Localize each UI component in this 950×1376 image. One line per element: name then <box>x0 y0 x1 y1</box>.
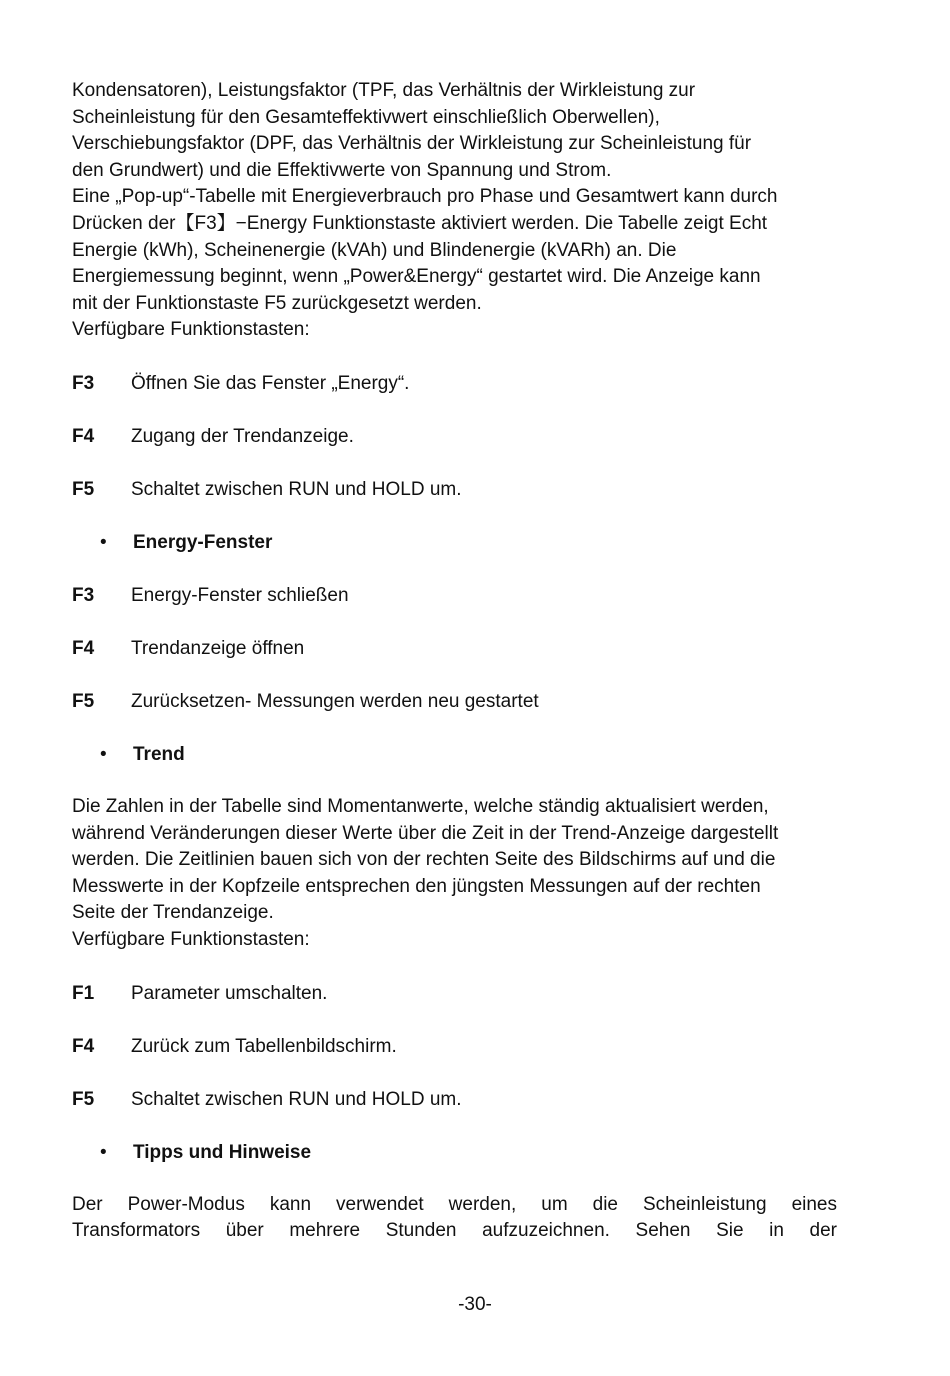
trend-line: Verfügbare Funktionstasten: <box>72 928 310 950</box>
function-key-row <box>72 1033 837 1060</box>
function-key-row <box>72 582 837 609</box>
section-title: Tipps und Hinweise <box>133 1141 312 1163</box>
section-heading-energy <box>72 529 837 556</box>
section-heading-trend <box>72 741 837 768</box>
trend-paragraph <box>72 794 837 954</box>
function-key-label: F5 <box>72 1088 95 1110</box>
intro-line: Drücken der【F3】−Energy Funktionstaste aktiviert werden. Die Tabelle zeigt Echt <box>72 212 768 234</box>
intro-line: Scheinleistung für den Gesamteffektivwert einschließlich Oberwellen), <box>72 106 660 128</box>
function-key-row <box>72 980 837 1007</box>
function-key-description: Zurück zum Tabellenbildschirm. <box>131 1035 397 1057</box>
trend-line: Seite der Trendanzeige. <box>72 902 274 924</box>
function-key-label: F3 <box>72 372 95 394</box>
bullet-icon: • <box>100 1141 107 1163</box>
function-key-description: Öffnen Sie das Fenster „Energy“. <box>131 372 410 394</box>
function-key-description: Zugang der Trendanzeige. <box>131 425 354 447</box>
tips-paragraph <box>72 1192 837 1245</box>
function-key-row <box>72 1086 837 1113</box>
section-heading-tips <box>72 1139 837 1166</box>
tips-line: Der Power-Modus kann verwendet werden, um die Scheinleistung eines <box>72 1193 837 1215</box>
function-key-row <box>72 423 837 450</box>
function-key-row <box>72 370 837 397</box>
section-title: Energy-Fenster <box>133 531 273 553</box>
function-key-label: F4 <box>72 1035 95 1057</box>
trend-line: werden. Die Zeitlinien bauen sich von der rechten Seite des Bildschirms auf und die <box>72 849 776 871</box>
bullet-icon: • <box>100 743 107 765</box>
intro-line: Energiemessung beginnt, wenn „Power&Energy“ gestartet wird. Die Anzeige kann <box>72 266 761 288</box>
intro-line: den Grundwert) und die Effektivwerte von Spannung und Strom. <box>72 159 612 181</box>
bullet-icon: • <box>100 531 107 553</box>
trend-line: Messwerte in der Kopfzeile entsprechen den jüngsten Messungen auf der rechten <box>72 875 761 897</box>
page-content <box>72 78 837 1245</box>
function-key-label: F5 <box>72 478 95 500</box>
intro-paragraph <box>72 78 837 344</box>
function-key-description: Schaltet zwischen RUN und HOLD um. <box>131 1088 462 1110</box>
section-title: Trend <box>133 743 185 765</box>
trend-line: Die Zahlen in der Tabelle sind Momentanwerte, welche ständig aktualisiert werden, <box>72 795 769 817</box>
function-key-label: F3 <box>72 584 95 606</box>
intro-line: Eine „Pop-up“-Tabelle mit Energieverbrauch pro Phase und Gesamtwert kann durch <box>72 186 778 208</box>
intro-line: Verfügbare Funktionstasten: <box>72 319 310 341</box>
function-key-label: F1 <box>72 982 95 1004</box>
tips-line: Transformators über mehrere Stunden aufzuzeichnen. Sehen Sie in der <box>72 1220 837 1242</box>
function-key-label: F5 <box>72 690 95 712</box>
function-key-description: Zurücksetzen- Messungen werden neu gestartet <box>131 690 539 712</box>
page-number: -30- <box>458 1294 492 1315</box>
function-key-description: Parameter umschalten. <box>131 982 328 1004</box>
function-key-label: F4 <box>72 637 95 659</box>
function-key-row <box>72 688 837 715</box>
function-key-description: Trendanzeige öffnen <box>131 637 305 659</box>
intro-line: Verschiebungsfaktor (DPF, das Verhältnis der Wirkleistung zur Scheinleistung für <box>72 133 752 155</box>
intro-line: Energie (kWh), Scheinenergie (kVAh) und Blindenergie (kVARh) an. Die <box>72 239 677 261</box>
trend-line: während Veränderungen dieser Werte über die Zeit in der Trend-Anzeige dargestellt <box>72 822 779 844</box>
function-key-description: Schaltet zwischen RUN und HOLD um. <box>131 478 462 500</box>
function-key-row <box>72 635 837 662</box>
function-key-label: F4 <box>72 425 95 447</box>
function-key-row <box>72 476 837 503</box>
intro-line: Kondensatoren), Leistungsfaktor (TPF, das Verhältnis der Wirkleistung zur <box>72 80 696 101</box>
function-key-description: Energy-Fenster schließen <box>131 584 349 606</box>
intro-line: mit der Funktionstaste F5 zurückgesetzt werden. <box>72 292 482 314</box>
